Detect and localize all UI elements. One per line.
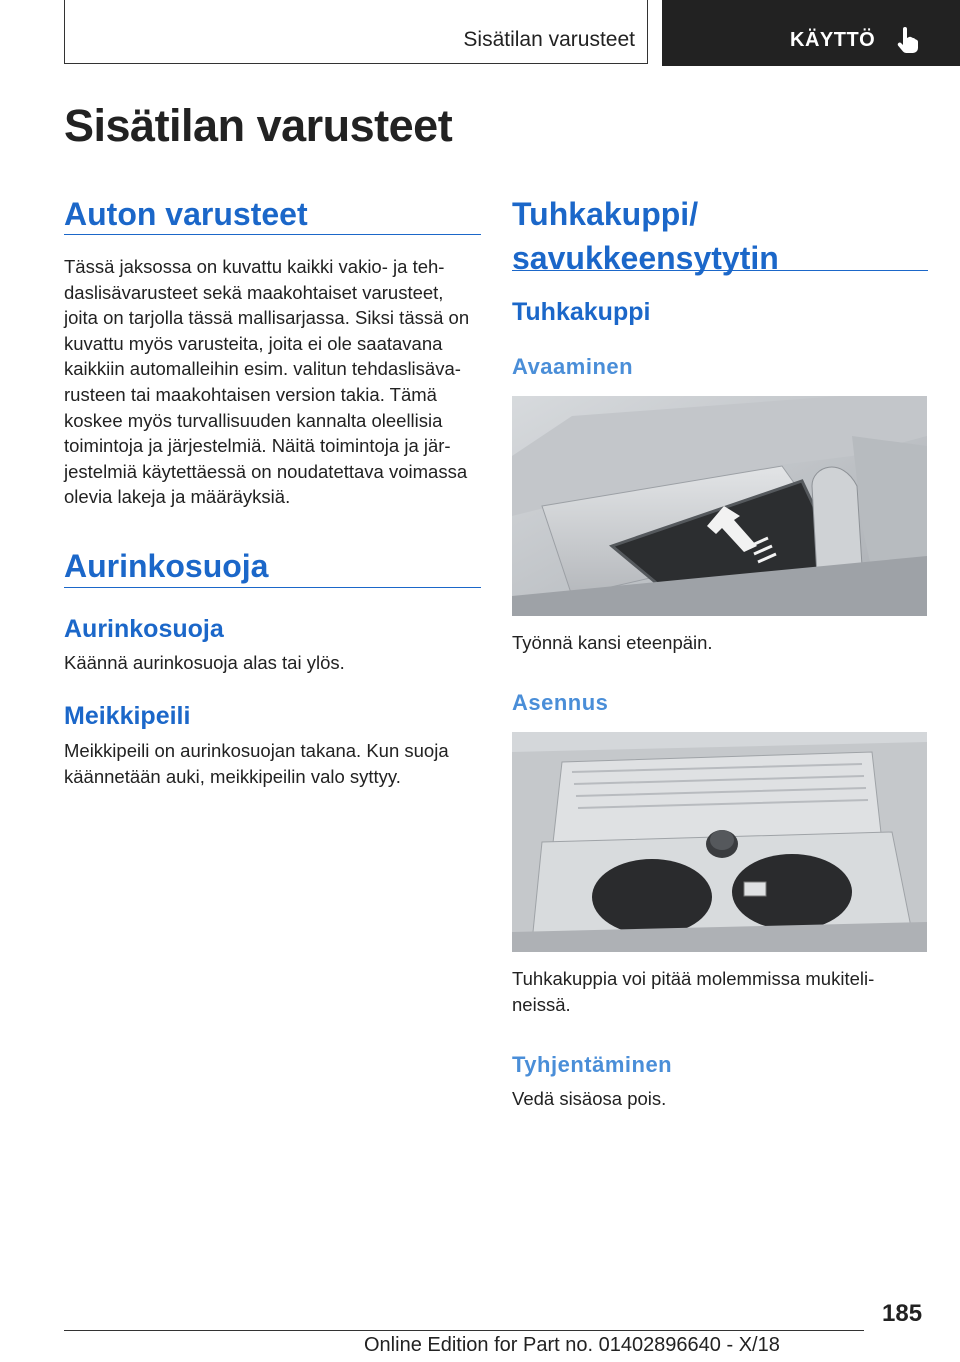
header-section-title: Sisätilan varusteet bbox=[463, 28, 635, 51]
section-rule bbox=[512, 270, 928, 271]
section-title-tuhkakuppi bbox=[512, 192, 779, 280]
title-line: savukkeensytytin bbox=[512, 240, 779, 276]
tyhjentaminen-text: Vedä sisäosa pois. bbox=[512, 1088, 667, 1109]
section-title-auton-varusteet: Auton varusteet bbox=[64, 196, 308, 232]
section-rule bbox=[64, 587, 481, 588]
text-line: daslisävarusteet sekä maakohtaiset varusteet, bbox=[64, 281, 444, 303]
text-line: rusteen tai maakohtaisen version takia. Tämä bbox=[64, 383, 437, 405]
section-rule bbox=[64, 234, 481, 235]
text-line: kaikkiin automalleihin esim. valitun tehdaslisäva‐ bbox=[64, 358, 461, 380]
section-title-aurinkosuoja: Aurinkosuoja bbox=[64, 548, 269, 584]
text-line: neissä. bbox=[512, 993, 571, 1015]
page-number: 185 bbox=[882, 1300, 923, 1327]
auton-varusteet-text bbox=[64, 254, 484, 510]
subsection-title-aurinkosuoja: Aurinkosuoja bbox=[64, 615, 224, 643]
footer-rule bbox=[64, 1330, 864, 1331]
text-line: olevia lakeja ja määräyksiä. bbox=[64, 486, 291, 508]
asennus-text bbox=[512, 966, 874, 1017]
ashtray-opening-photo bbox=[512, 396, 927, 616]
text-line: kuvattu myös varusteita, joita ei ole saatavana bbox=[64, 332, 443, 354]
aurinkosuoja-text: Käännä aurinkosuoja alas tai ylös. bbox=[64, 652, 345, 673]
title-line: Tuhkakuppi/ bbox=[512, 196, 699, 232]
footer-edition-text: Online Edition for Part no. 01402896640 - X/18 bbox=[364, 1334, 780, 1356]
avaaminen-text: Työnnä kansi eteenpäin. bbox=[512, 632, 713, 653]
header-chapter-label: KÄYTTÖ bbox=[790, 29, 876, 51]
text-line: Tuhkakuppia voi pitää molemmissa mukiteli‐ bbox=[512, 968, 875, 989]
text-line: toimintoja ja järjestelmiä. Näitä toimintoja ja jär‐ bbox=[64, 435, 451, 457]
text-line: koskee myös turvallisuuden kannalta oleellisia bbox=[64, 409, 443, 431]
text-line: joita on tarjolla tässä mallisarjassa. Siksi tässä on bbox=[64, 307, 470, 329]
subsection-title-tuhkakuppi: Tuhkakuppi bbox=[512, 298, 651, 326]
meikkipeili-text bbox=[64, 738, 449, 789]
text-line: Meikkipeili on aurinkosuojan takana. Kun suoja bbox=[64, 740, 449, 761]
page-title: Sisätilan varusteet bbox=[64, 100, 453, 151]
pointing-hand-icon bbox=[893, 26, 921, 54]
text-line: jestelmiä käytettäessä on noudatettava voimassa bbox=[64, 460, 468, 482]
ashtray-cupholder-photo bbox=[512, 732, 927, 952]
heading-asennus: Asennus bbox=[512, 690, 609, 715]
heading-tyhjentaminen: Tyhjentäminen bbox=[512, 1052, 673, 1077]
text-line: käännetään auki, meikkipeilin valo syttyy. bbox=[64, 765, 401, 787]
heading-avaaminen: Avaaminen bbox=[512, 354, 634, 379]
subsection-title-meikkipeili: Meikkipeili bbox=[64, 702, 191, 730]
text-line: Tässä jaksossa on kuvattu kaikki vakio- ja teh‐ bbox=[64, 256, 445, 277]
